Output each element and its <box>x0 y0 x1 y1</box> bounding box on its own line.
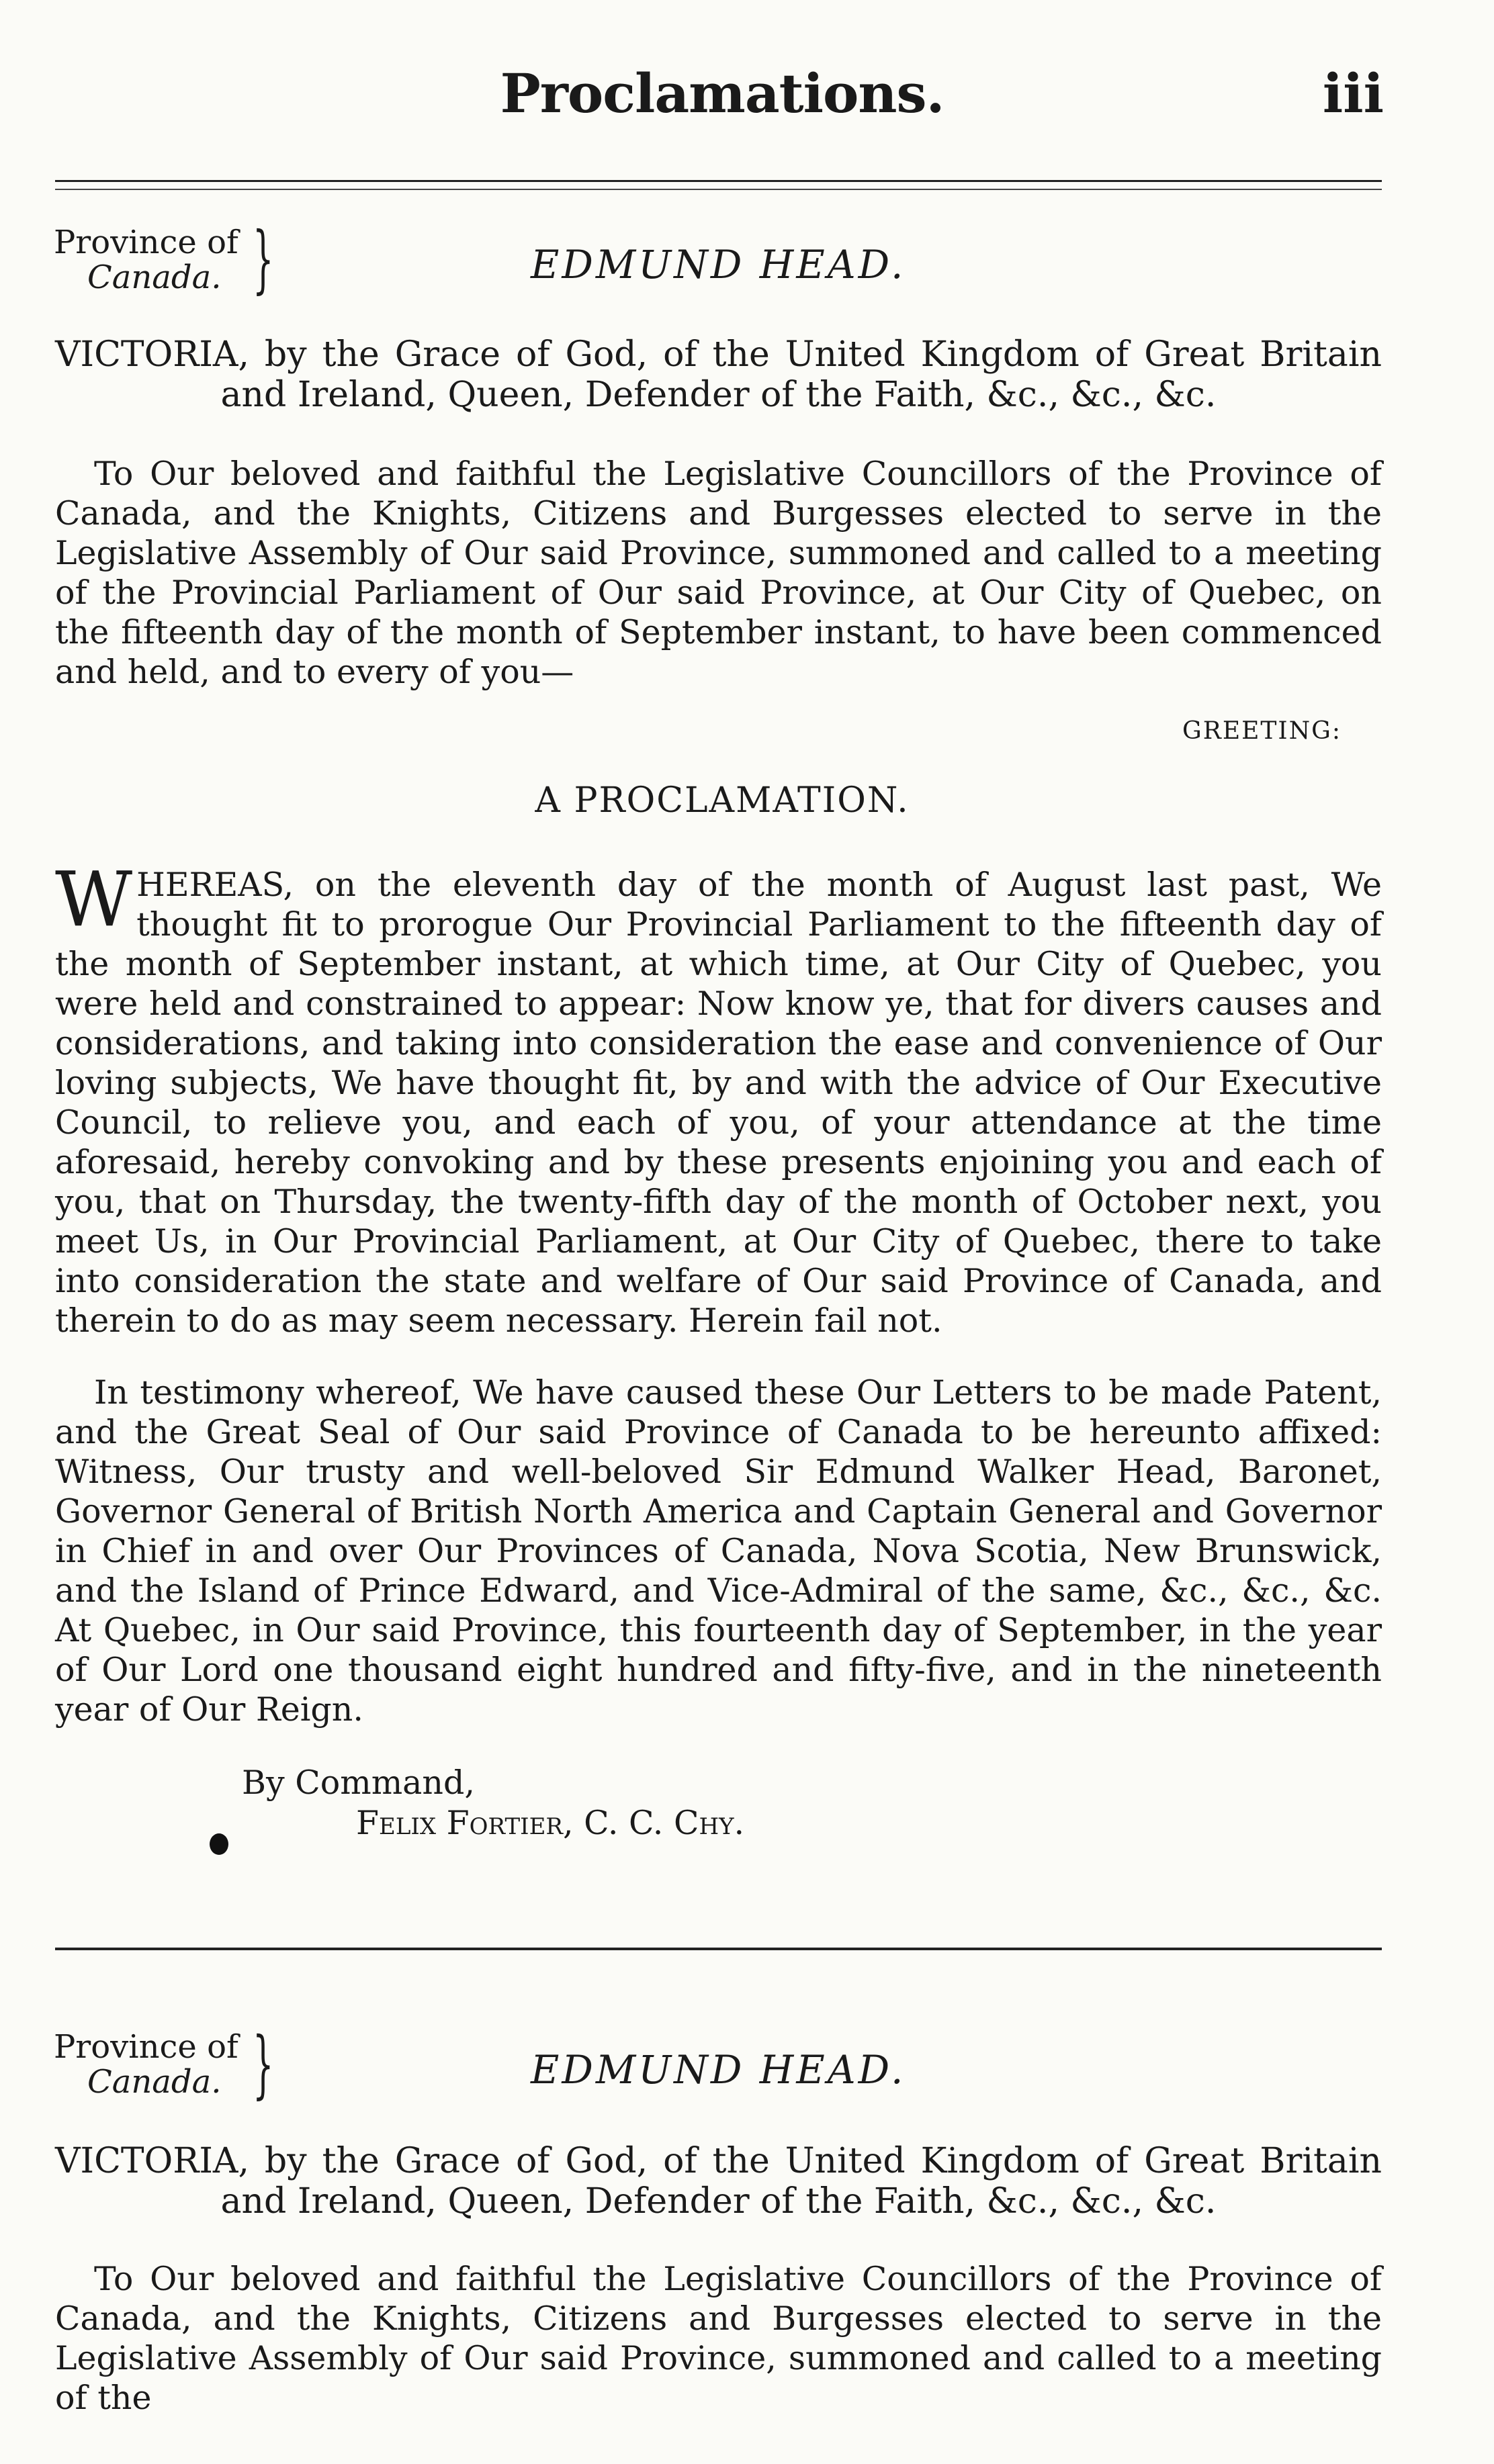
governor-signature: EDMUND HEAD. <box>531 242 906 287</box>
province-line1-2: Province of <box>54 2028 238 2066</box>
by-command: By Command, <box>242 1764 475 1802</box>
running-header <box>0 62 1384 136</box>
royal-style-line1: VICTORIA, by the Grace of God, of the United Kingdom of Great Britain <box>55 334 1382 375</box>
province-label-2 <box>54 2029 238 2099</box>
royal-style <box>55 334 1382 415</box>
address-paragraph-2: To Our beloved and faithful the Legislative Councillors of the Province of Canada, and the Knights, Citizens and Burgesses elected to serve in the Legislative Assembly of Our said Province, summoned and called to a meeting of the <box>55 2260 1382 2417</box>
header-rule <box>55 180 1382 190</box>
testimony-paragraph: In testimony whereof, We have caused these Our Letters to be made Patent, and the Great Seal of Our said Province of Canada to be hereunto affixed: Witness, Our trusty and well-beloved Sir Edmund Walker Head, Baronet, Governor General of British North America and Captain General and Governor in Chief in and over Our Provinces of Canada, Nova Scotia, New Brunswick, and the Island of Prince Edward, and Vice-Admiral of the same, &c., &c., &c. At Quebec, in Our said Province, this fourteenth day of September, in the year of Our Lord one thousand eight hundred and fifty-five, and in the nineteenth year of Our Reign. <box>55 1373 1382 1729</box>
command-block <box>242 1763 744 1843</box>
province-label <box>54 225 238 295</box>
ink-blot <box>210 1833 228 1855</box>
brace-glyph: } <box>253 216 274 302</box>
whereas-text: HEREAS, on the eleventh day of the month of August last past, We thought fit to prorogue Our Provincial Parliament to the fifteenth day of the month of September instant, at which time, at Our City of Quebec, you were held and constrained to appear: Now know ye, that for divers causes and considerations, and taking into consideration the ease and convenience of Our loving subjects, We have thought fit, by and with the advice of Our Executive Council, to relieve you, and each of you, of your attendance at the time aforesaid, hereby convoking and by these presents enjoining you and each of you, that on Thursday, the twenty-fifth day of the month of October next, you meet Us, in Our Provincial Parliament, at Our City of Quebec, there to take into consideration the state and welfare of Our said Province of Canada, and therein to do as may seem necessary. Herein fail not. <box>55 866 1382 1340</box>
province-line2-2: Canada. <box>87 2063 222 2101</box>
province-line1: Province of <box>54 224 238 261</box>
signatory: Felix Fortier, C. C. Chy. <box>356 1804 745 1842</box>
page-number: iii <box>1322 62 1384 125</box>
whereas-paragraph <box>55 856 1382 1340</box>
address-paragraph: To Our beloved and faithful the Legislative Councillors of the Province of Canada, and the Knights, Citizens and Burgesses elected to serve in the Legislative Assembly of Our said Province, summoned and called to a meeting of the Provincial Parliament of Our said Province, at Our City of Quebec, on the fifteenth day of the month of September instant, to have been commenced and held, and to every of you— <box>55 455 1382 691</box>
royal-style-line1-2: VICTORIA, by the Grace of God, of the United Kingdom of Great Britain <box>55 2141 1382 2181</box>
brace-glyph-2: } <box>253 2021 274 2107</box>
governor-signature-2: EDMUND HEAD. <box>531 2047 906 2093</box>
royal-style-2 <box>55 2141 1382 2222</box>
province-line2: Canada. <box>87 259 222 296</box>
drop-cap: W <box>55 856 133 944</box>
page-title: Proclamations. <box>500 62 944 125</box>
section-divider <box>55 1948 1382 1950</box>
royal-style-line2-2: and Ireland, Queen, Defender of the Faith, &c., &c., &c. <box>220 2181 1217 2222</box>
proclamation-heading: A PROCLAMATION. <box>535 780 910 821</box>
greeting: GREETING: <box>1182 717 1342 745</box>
royal-style-line2: and Ireland, Queen, Defender of the Faith, &c., &c., &c. <box>220 375 1217 415</box>
